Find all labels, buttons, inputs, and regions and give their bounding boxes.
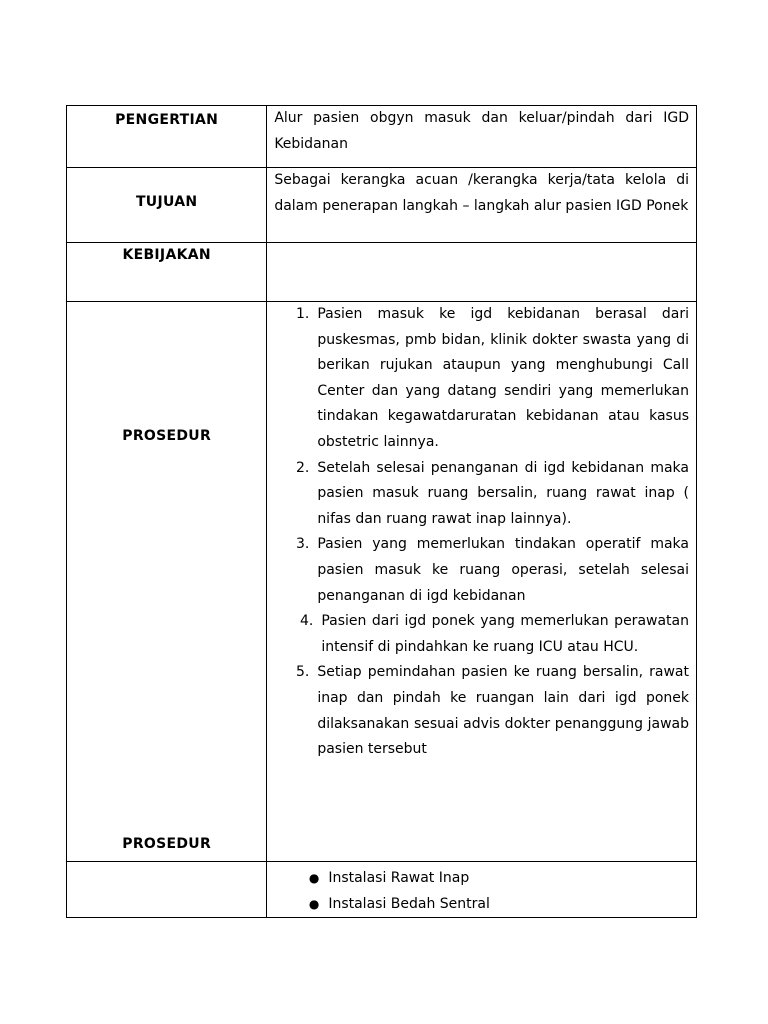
step-text: Pasien yang memerlukan tindakan operatif maka pasien masuk ke ruang operasi, setelah selesai penanganan di igd kebidanan <box>317 536 689 604</box>
prosedur-label-repeat: PROSEDUR <box>122 836 212 852</box>
tujuan-content-cell <box>267 168 697 243</box>
step-number: 4. <box>299 613 314 630</box>
step-text: Pasien masuk ke igd kebidanan berasal dari puskesmas, pmb bidan, klinik dokter swasta yang di berikan rujukan ataupun yang menghubungi Call Center dan yang datang sendiri yang memerlukan tindakan kegawatdaruratan kebidanan atau kasus obstetric lainnya. <box>317 306 689 450</box>
tujuan-label-cell <box>67 168 267 243</box>
step-number: 2. <box>295 459 310 476</box>
unit-list <box>267 862 696 917</box>
unit-item-text: Instalasi Bedah Sentral <box>328 896 490 912</box>
step-number: 3. <box>295 536 310 553</box>
prosedur-label-cell <box>67 302 267 862</box>
pengertian-content-cell <box>267 106 697 168</box>
step-text: Pasien dari igd ponek yang memerlukan perawatan intensif di pindahkan ke ruang ICU atau HCU. <box>321 613 689 655</box>
prosedur-step <box>267 302 689 456</box>
kebijakan-label-cell <box>67 243 267 302</box>
step-text: Setiap pemindahan pasien ke ruang bersalin, rawat inap dan pindah ke ruangan lain dari igd ponek dilaksanakan sesuai advis dokter penanggung jawab pasien tersebut <box>317 664 689 758</box>
prosedur-step <box>267 660 689 762</box>
pengertian-text: Alur pasien obgyn masuk dan keluar/pindah dari IGD Kebidanan <box>274 110 689 152</box>
prosedur-content-cell <box>267 302 697 862</box>
prosedur-step <box>267 609 689 660</box>
kebijakan-content-cell <box>267 243 697 302</box>
unit-label-cell <box>67 862 267 918</box>
bullet-icon: ● <box>308 897 320 911</box>
prosedur-label: PROSEDUR <box>122 428 212 444</box>
prosedur-step <box>267 532 689 609</box>
unit-item <box>267 865 696 891</box>
unit-item <box>267 891 696 917</box>
tujuan-label: TUJUAN <box>135 194 198 210</box>
unit-item-text: Instalasi Rawat Inap <box>328 870 470 886</box>
row-kebijakan <box>67 243 697 302</box>
row-prosedur <box>67 302 697 862</box>
sop-table <box>66 105 697 918</box>
row-unit-terkait <box>67 862 697 918</box>
row-tujuan <box>67 168 697 243</box>
pengertian-label-cell <box>67 106 267 168</box>
row-pengertian <box>67 106 697 168</box>
step-text: Setelah selesai penanganan di igd kebidanan maka pasien masuk ruang bersalin, ruang rawat inap ( nifas dan ruang rawat inap lainnya). <box>317 459 689 527</box>
tujuan-text: Sebagai kerangka acuan /kerangka kerja/tata kelola di dalam penerapan langkah – langkah alur pasien IGD Ponek <box>274 172 689 214</box>
prosedur-steps-list <box>267 302 696 763</box>
kebijakan-label: KEBIJAKAN <box>122 247 211 263</box>
pengertian-label: PENGERTIAN <box>115 112 219 128</box>
bullet-icon: ● <box>308 871 320 885</box>
step-number: 1. <box>295 306 310 322</box>
step-number: 5. <box>295 664 310 681</box>
unit-content-cell <box>267 862 697 918</box>
prosedur-step <box>267 456 689 533</box>
